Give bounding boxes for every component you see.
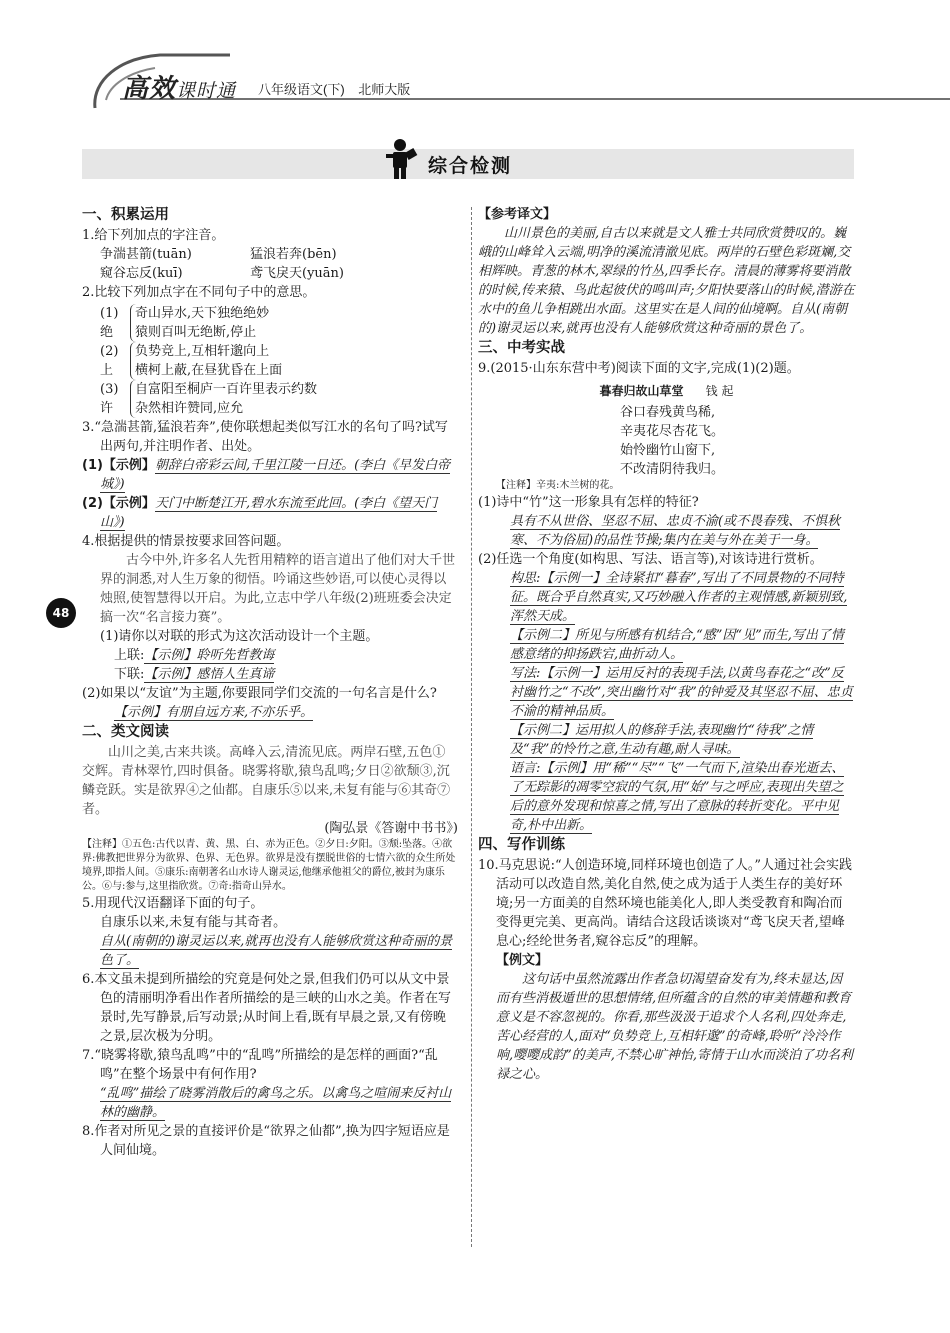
- answer-9-1: 具有不从世俗、坚忍不屈、忠贞不渝(或不畏春残、不惧秋寒、不为俗屈)的品性节操;集内在美与外在美于一身。: [510, 514, 841, 548]
- brace-lines: [130, 304, 269, 342]
- answer-9-2: 【示例二】所见与所感有机结合,“感”因“见”而生,写出了情感意绪的抑扬跌宕,曲折动人。: [510, 628, 844, 662]
- question-9: 9.(2015·山东东营中考)阅读下面的文字,完成(1)(2)题。: [478, 361, 800, 376]
- poem-line: 辛夷花尽杏花飞。: [620, 424, 725, 439]
- section-title: 二、类文阅读: [82, 724, 169, 740]
- page-header: [0, 0, 950, 140]
- word-label: (3)许: [100, 382, 119, 416]
- poem-line: 谷口春残黄鸟稀,: [620, 405, 716, 420]
- section-title: 四、写作训练: [478, 837, 565, 853]
- question-5: 5.用现代汉语翻译下面的句子。: [82, 896, 264, 911]
- question-2: 2.比较下列加点字在不同句子中的意思。: [82, 285, 316, 300]
- brand-logo: 高效课时通: [122, 74, 237, 104]
- brace-lines: [130, 380, 317, 418]
- answer-5: 自从(南朝的)谢灵运以来,就再也没有人能够欣赏这种奇丽的景色了。: [100, 934, 453, 968]
- word-group: [82, 380, 458, 418]
- pinyin-row: [82, 264, 458, 283]
- answer-9-2: 写法:【示例一】运用反衬的表现手法,以黄鸟春花之“改”反衬幽竹之“不改”,突出幽竹对“我”的钟爱及其坚忍不屈、忠贞不渝的精神品质。: [510, 666, 853, 719]
- couplet-down: 下联:【示例】感悟人生真谛: [114, 667, 275, 682]
- pinyin-row: [82, 245, 458, 264]
- passage-source: (陶弘景《答谢中书书》): [324, 821, 458, 836]
- question-7: 7.“晓雾将歇,猿鸟乱鸣”中的“乱鸣”所描绘的是怎样的画面?“乱鸣”在整个场景中有何作用?: [82, 1048, 438, 1082]
- column-divider: [471, 207, 472, 1247]
- pinyin-item: 猛浪若奔(bēn): [250, 247, 337, 262]
- example-line: 奇山异水,天下独绝绝妙: [135, 306, 270, 321]
- reading-passage: 山川之美,古来共谈。高峰入云,清流见底。两岸石壁,五色①交辉。青林翠竹,四时俱备。晓雾将歇,猿鸟乱鸣;夕日②欲颓③,沉鳞竞跃。实是欲界④之仙都。自康乐⑤以来,未复有能与⑥其奇⑦者。: [82, 745, 451, 817]
- example-line: 横柯上蔽,在昼犹昏在上面: [135, 363, 283, 378]
- word-label: (2)上: [100, 344, 119, 378]
- question-8: 8.作者对所见之景的直接评价是“欲界之仙都”,换为四字短语应是人间仙境。: [82, 1124, 450, 1158]
- reference-translation-tag: 【参考译文】: [478, 207, 557, 222]
- answer-9-2: 【示例二】运用拟人的修辞手法,表现幽竹“待我”之情及“我”的怜竹之意,生动有趣,耐人寻味。: [510, 723, 814, 757]
- reference-translation: 山川景色的美丽,自古以来就是文人雅士共同欣赏赞叹的。巍峨的山峰耸入云端,明净的溪流清澈见底。两岸的石壁色彩斑斓,交相辉映。青葱的林木,翠绿的竹丛,四季长存。清晨的薄雾将要消散的时候,传来猿、鸟此起彼伏的鸣叫声;夕阳快要落山的时候,潜游在水中的鱼儿争相跳出水面。这里实在是人间的仙境啊。自从(南朝的)谢灵运以来,就再也没有人能够欣赏这种奇丽的景色了。: [478, 226, 855, 336]
- question-10: 10.马克思说:“人创造环境,同样环境也创造了人。”人通过社会实践活动可以改造自然,美化自然,使之成为适于人类生存的美好环境;另一方面美的自然环境也能美化人,即人类受教育和陶冶而变得更完美、更高尚。请结合这段话谈谈对“鸢飞戾天者,望峰息心;经纶世务者,窥谷忘反”的理解。: [478, 858, 852, 949]
- pinyin-item: 争湍甚箭(tuān): [100, 247, 192, 262]
- section-title: 一、积累运用: [82, 207, 169, 223]
- poem-title: 暮春归故山草堂: [599, 384, 684, 398]
- page-number: 48: [46, 598, 76, 628]
- question-9-1: (1)诗中“竹”这一形象具有怎样的特征?: [478, 495, 699, 510]
- example-line: 负势竞上,互相轩邈向上: [135, 344, 270, 359]
- test-figure-icon: [384, 136, 420, 180]
- word-group: [82, 304, 458, 342]
- pinyin-item: 窥谷忘反(kuī): [100, 266, 183, 281]
- poem-line: 不改清阴待我归。: [620, 462, 725, 477]
- example-line: 杂然相许赞同,应允: [135, 401, 244, 416]
- question-3: 3.“急湍甚箭,猛浪若奔”,使你联想起类似写江水的名句了吗?试写出两句,并注明作者、出处。: [82, 420, 448, 454]
- poem-author: 钱 起: [705, 384, 734, 398]
- question-4-context: 古今中外,许多名人先哲用精粹的语言道出了他们对大千世界的洞悉,对人生万象的彻悟。吟诵这些妙语,可以使心灵得以烛照,使智慧得以开启。为此,立志中学八年级(2)班班委会决定搞一次“名言接力赛”。: [100, 553, 456, 625]
- question-9-2: (2)任选一个角度(如构思、写法、语言等),对该诗进行赏析。: [478, 552, 823, 567]
- banner-title: 综合检测: [428, 155, 513, 177]
- poem-heading: [478, 382, 855, 401]
- section-title: 三、中考实战: [478, 340, 565, 356]
- answer-7: “乱鸣”描绘了晓雾消散后的禽鸟之乐。以禽鸟之喧闹来反衬山林的幽静。: [100, 1086, 452, 1120]
- example-line: 猿则百叫无绝断,停止: [135, 325, 257, 340]
- passage-notes: 【注释】①五色:古代以青、黄、黑、白、赤为正色。②夕日:夕阳。③颓:坠落。④欲界:佛教把世界分为欲界、色界、无色界。欲界是没有摆脱世俗的七情六欲的众生所处境界,即指人间。⑤康乐:南朝著名山水诗人谢灵运,他继承他祖父的爵位,被封为康乐公。⑥与:参与,这里指欣赏。⑦奇:指奇山异水。: [82, 839, 456, 892]
- answer-9-2: 构思:【示例一】全诗紧扣“暮春”,写出了不同景物的不同特征。既合乎自然真实,又巧妙融入作者的主观情感,新颖别致,浑然天成。: [510, 571, 848, 624]
- answer-3-1: (1)【示例】朝辞白帝彩云间,千里江陵一日还。(李白《早发白帝城》): [82, 458, 451, 492]
- pinyin-item: 鸢飞戾天(yuān): [250, 266, 344, 281]
- poem-line: 始怜幽竹山窗下,: [620, 443, 716, 458]
- couplet-up: 上联:【示例】聆听先哲教诲: [114, 648, 275, 663]
- question-1: 1.给下列加点的字注音。: [82, 228, 225, 243]
- answer-3-2: (2)【示例】天门中断楚江开,碧水东流至此回。(李白《望天门山》): [82, 496, 438, 530]
- question-4-2: (2)如果以“友谊”为主题,你要跟同学们交流的一句名言是什么?: [82, 686, 437, 701]
- right-column: [478, 205, 855, 1084]
- word-group: [82, 342, 458, 380]
- example-line: 自富阳至桐庐一百许里表示约数: [135, 382, 318, 397]
- left-column: [82, 205, 458, 1160]
- essay-tag: 【例文】: [496, 953, 549, 968]
- word-label: (1)绝: [100, 306, 119, 340]
- book-info: 八年级语文(下) 北师大版: [258, 82, 411, 97]
- essay-text: 这句话中虽然流露出作者急切渴望奋发有为,终未显达,因而有些消极遁世的思想情绪,但所蕴含的自然的审美情趣和教育意义是不容忽视的。你看,那些汲汲于追求个人名利,四处奔走,苦心经营的人,面对“负势竞上,互相轩邈”的奇峰,聆听“泠泠作响,嘤嘤成韵”的美声,不禁心旷神怡,寄情于山水而淡泊了功名利禄之心。: [496, 972, 854, 1082]
- question-5-source: 自康乐以来,未复有能与其奇者。: [100, 915, 287, 930]
- poem-note: 【注释】辛夷:木兰树的花。: [496, 480, 620, 491]
- question-6: 6.本文虽未提到所描绘的究竟是何处之景,但我们仍可以从文中景色的清丽明净看出作者所描绘的是三峡的山水之美。作者在写景时,先写静景,后写动景;从时间上看,既有早晨之景,又有傍晚之景,层次极为分明。: [82, 972, 452, 1044]
- answer-4-2: 【示例】有朋自远方来,不亦乐乎。: [114, 705, 314, 720]
- question-4-1: (1)请你以对联的形式为这次活动设计一个主题。: [100, 629, 379, 644]
- brace-lines: [130, 342, 282, 380]
- question-4: 4.根据提供的情景按要求回答问题。: [82, 534, 290, 549]
- answer-9-2: 语言:【示例】用“稀”“尽”“飞”一气而下,渲染出春光逝去、了无踪影的凋零空寂的气氛,用“始”与之呼应,表现出失望之后的意外发现和惊喜之情,写出了意脉的转折变化。平中见奇,朴中出新。: [510, 761, 845, 833]
